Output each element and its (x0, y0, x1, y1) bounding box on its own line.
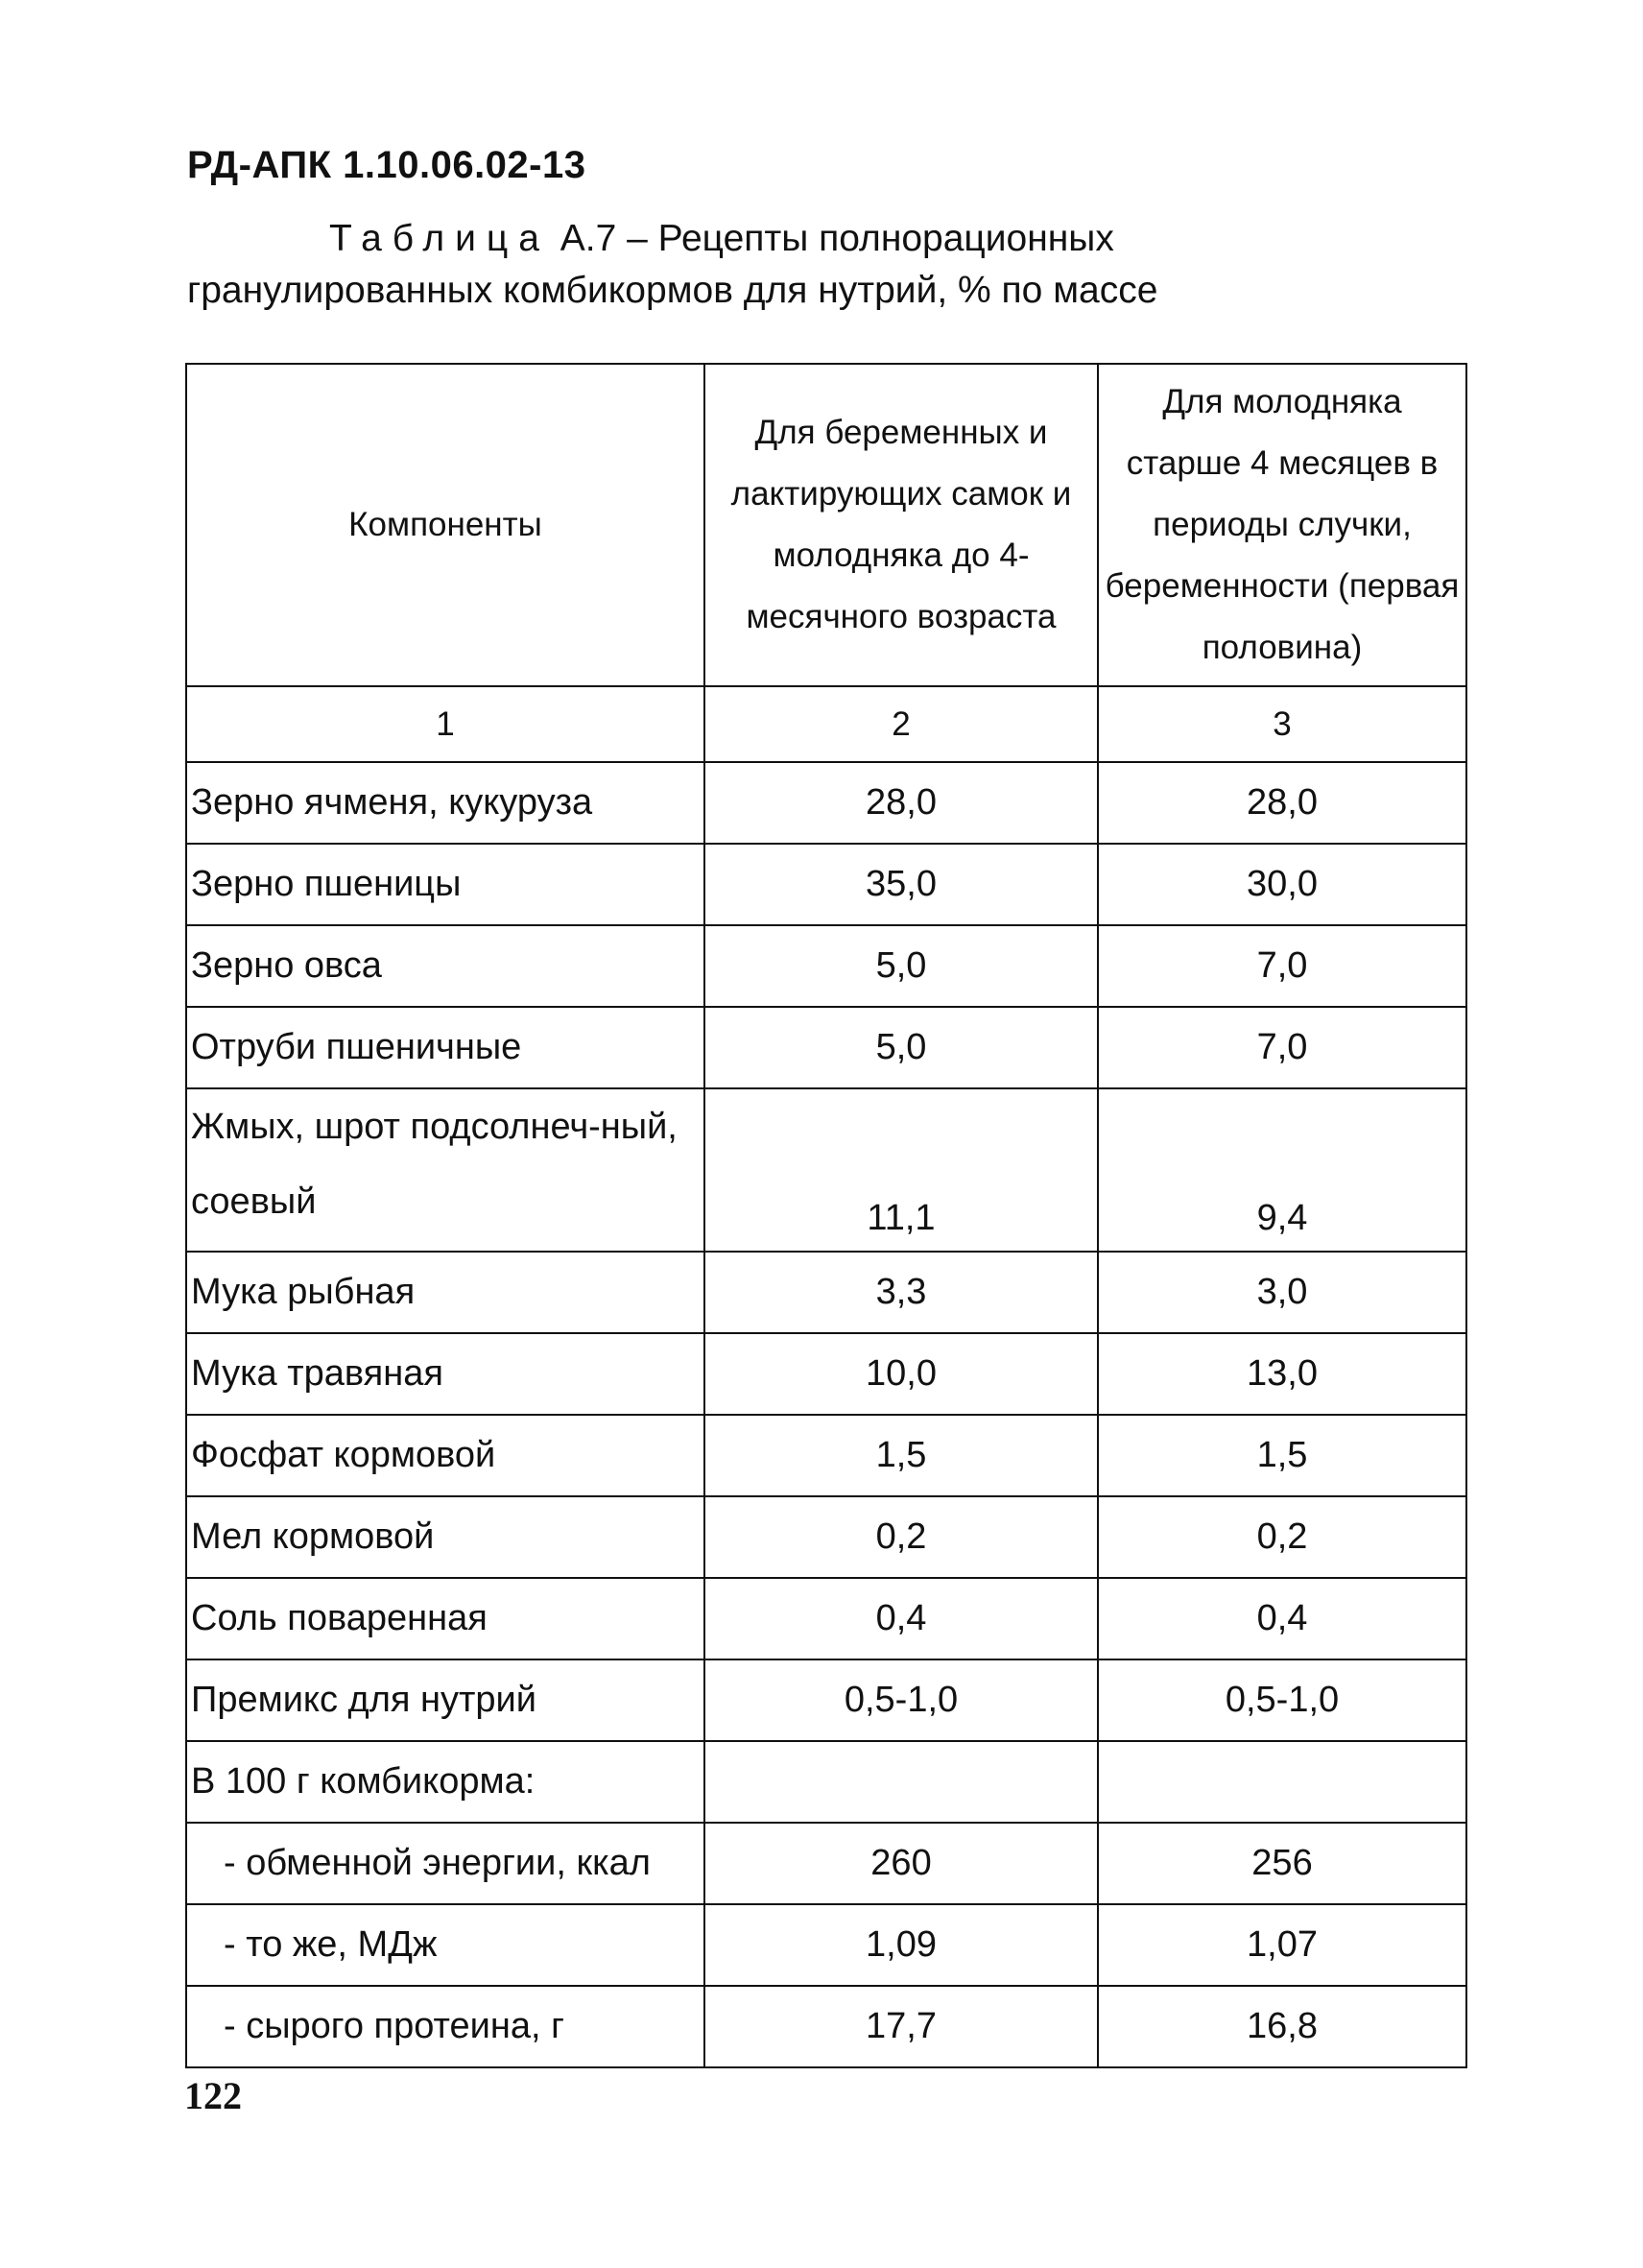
table-row (186, 1823, 1466, 1904)
table-row (186, 1088, 1466, 1252)
component-name: Мука рыбная (186, 1252, 704, 1333)
column-number-3: 3 (1098, 686, 1466, 762)
value-young-over-4-months: 7,0 (1098, 925, 1466, 1007)
value-pregnant-lactating: 10,0 (704, 1333, 1098, 1415)
value-pregnant-lactating: 0,2 (704, 1496, 1098, 1578)
table-row (186, 1904, 1466, 1986)
header-components: Компоненты (186, 364, 704, 686)
recipes-table (185, 363, 1467, 2068)
value-pregnant-lactating: 11,1 (704, 1088, 1098, 1252)
value-pregnant-lactating: 28,0 (704, 762, 1098, 844)
table-row (186, 844, 1466, 925)
component-name: Зерно овса (186, 925, 704, 1007)
component-name: Фосфат кормовой (186, 1415, 704, 1496)
component-name: - то же, МДж (186, 1904, 704, 1986)
component-name: Мука травяная (186, 1333, 704, 1415)
table-row (186, 1415, 1466, 1496)
component-name: Зерно ячменя, кукуруза (186, 762, 704, 844)
table-row (186, 925, 1466, 1007)
component-name: Соль поваренная (186, 1578, 704, 1659)
value-young-over-4-months (1098, 1741, 1466, 1823)
table-row (186, 1741, 1466, 1823)
value-pregnant-lactating: 35,0 (704, 844, 1098, 925)
value-pregnant-lactating: 0,4 (704, 1578, 1098, 1659)
value-pregnant-lactating: 1,09 (704, 1904, 1098, 1986)
caption-number: А.7 (560, 218, 617, 259)
value-young-over-4-months: 1,07 (1098, 1904, 1466, 1986)
value-young-over-4-months: 16,8 (1098, 1986, 1466, 2067)
value-pregnant-lactating: 3,3 (704, 1252, 1098, 1333)
value-young-over-4-months: 0,5-1,0 (1098, 1659, 1466, 1741)
column-number-row (186, 686, 1466, 762)
header-young-over-4-months: Для молодняка старше 4 месяцев в периоды случки, беременности (первая половина) (1098, 364, 1466, 686)
value-pregnant-lactating: 0,5-1,0 (704, 1659, 1098, 1741)
value-young-over-4-months: 9,4 (1098, 1088, 1466, 1252)
table-row (186, 1659, 1466, 1741)
value-pregnant-lactating: 5,0 (704, 925, 1098, 1007)
value-pregnant-lactating: 260 (704, 1823, 1098, 1904)
table-row (186, 1986, 1466, 2067)
component-name: - сырого протеина, г (186, 1986, 704, 2067)
value-pregnant-lactating (704, 1741, 1098, 1823)
value-young-over-4-months: 3,0 (1098, 1252, 1466, 1333)
header-row (186, 364, 1466, 686)
table-row (186, 1007, 1466, 1088)
page-number: 122 (184, 2074, 242, 2117)
value-young-over-4-months: 256 (1098, 1823, 1466, 1904)
component-name: - обменной энергии, ккал (186, 1823, 704, 1904)
value-young-over-4-months: 7,0 (1098, 1007, 1466, 1088)
value-young-over-4-months: 0,4 (1098, 1578, 1466, 1659)
caption-label: Таблица (329, 218, 550, 259)
table-row (186, 1496, 1466, 1578)
caption-line-1 (187, 213, 1473, 265)
column-number-1: 1 (186, 686, 704, 762)
table-row (186, 1578, 1466, 1659)
component-name: Жмых, шрот подсолнеч-ный, соевый (186, 1088, 704, 1252)
value-young-over-4-months: 30,0 (1098, 844, 1466, 925)
table-row (186, 1252, 1466, 1333)
value-pregnant-lactating: 1,5 (704, 1415, 1098, 1496)
value-young-over-4-months: 1,5 (1098, 1415, 1466, 1496)
component-name: Премикс для нутрий (186, 1659, 704, 1741)
value-young-over-4-months: 0,2 (1098, 1496, 1466, 1578)
component-name: Зерно пшеницы (186, 844, 704, 925)
component-name: Отруби пшеничные (186, 1007, 704, 1088)
column-number-2: 2 (704, 686, 1098, 762)
value-young-over-4-months: 13,0 (1098, 1333, 1466, 1415)
value-pregnant-lactating: 5,0 (704, 1007, 1098, 1088)
caption-title-line-1: – Рецепты полнорационных (627, 218, 1114, 259)
header-pregnant-lactating: Для беременных и лактирующих самок и молодняка до 4-месячного возраста (704, 364, 1098, 686)
value-young-over-4-months: 28,0 (1098, 762, 1466, 844)
document-code: РД-АПК 1.10.06.02-13 (187, 144, 586, 186)
component-name: Мел кормовой (186, 1496, 704, 1578)
caption-title-line-2: гранулированных комбикормов для нутрий, % по массе (187, 270, 1158, 311)
value-pregnant-lactating: 17,7 (704, 1986, 1098, 2067)
component-name: В 100 г комбикорма: (186, 1741, 704, 1823)
table-caption (187, 213, 1473, 317)
table-row (186, 762, 1466, 844)
recipes-table-body (186, 364, 1466, 2067)
table-row (186, 1333, 1466, 1415)
